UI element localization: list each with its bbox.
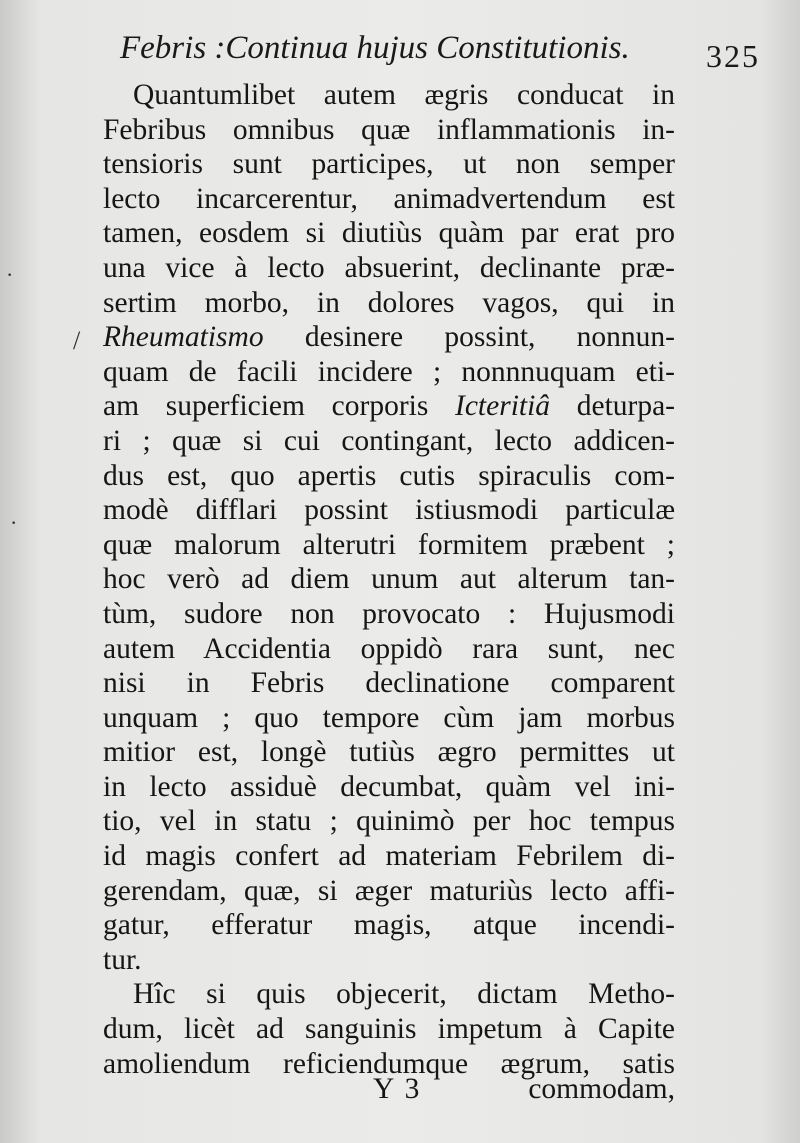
text-line: quam de facili incidere ; nonnnuquam eti- <box>103 355 675 388</box>
catchword: commodam, <box>528 1073 675 1105</box>
text-line: Rheumatismo desinere possint, nonnun- <box>103 321 675 354</box>
text-line: una vice à lecto absuerint, declinante præ- <box>103 251 675 284</box>
text-line: Quantumlibet autem ægris conducat in <box>133 79 675 111</box>
text-line: id magis confert ad materiam Febrilem di- <box>103 840 675 873</box>
margin-mark: · <box>6 262 14 287</box>
text-line: dus est, quo apertis cutis spiraculis com- <box>103 459 675 492</box>
margin-mark: · <box>10 510 18 535</box>
text-line: amoliendum reficiendumque ægrum, satis <box>103 1047 675 1080</box>
text-line: sertim morbo, in dolores vagos, qui in <box>103 286 675 319</box>
italic-term: Icteritiâ <box>455 390 551 423</box>
running-title: Febris :Continua hujus Constitutionis. <box>120 30 630 66</box>
text-line: lecto incarcerentur, animadvertendum est <box>103 182 675 215</box>
text-line: gerendam, quæ, si æger maturiùs lecto affi- <box>103 874 675 907</box>
text-line: tensioris sunt participes, ut non semper <box>103 148 675 181</box>
text-line: tio, vel in statu ; quinimò per hoc tempus <box>103 805 675 838</box>
body-text <box>103 78 675 1081</box>
italic-term: Rheumatismo <box>103 321 264 354</box>
text-line: in lecto assiduè decumbat, quàm vel ini- <box>103 770 675 803</box>
text-line: Hîc si quis objecerit, dictam Metho- <box>133 978 675 1011</box>
text-line: ri ; quæ si cui contingant, lecto addicen- <box>103 424 675 457</box>
margin-mark: / <box>73 326 81 355</box>
text-line: tamen, eosdem si diutiùs quàm par erat pro <box>103 217 675 250</box>
text-line: Febribus omnibus quæ inflammationis in- <box>103 113 675 146</box>
signature-mark: Y 3 <box>373 1073 422 1105</box>
text-line: gatur, efferatur magis, atque incendi- <box>103 909 675 942</box>
text-line: hoc verò ad diem unum aut alterum tan- <box>103 563 675 596</box>
text-line: autem Accidentia oppidò rara sunt, nec <box>103 632 675 665</box>
page-header <box>120 30 760 80</box>
text-line: tùm, sudore non provocato : Hujusmodi <box>103 597 675 630</box>
text-line: am superficiem corporis Icteritiâ deturpa- <box>103 390 676 423</box>
page-number: 325 <box>706 38 760 74</box>
text-line: unquam ; quo tempore cùm jam morbus <box>103 701 675 734</box>
text-line: mitior est, longè tutiùs ægro permittes ut <box>103 736 675 769</box>
text-line: tur. <box>103 943 142 976</box>
text-line: quæ malorum alterutri formitem præbent ; <box>103 528 675 561</box>
text-line: nisi in Febris declinatione comparent <box>103 667 675 700</box>
page-footer <box>103 1073 675 1113</box>
text-line: modè difflari possint istiusmodi particulæ <box>103 494 675 527</box>
text-line: dum, licèt ad sanguinis impetum à Capite <box>103 1013 675 1046</box>
